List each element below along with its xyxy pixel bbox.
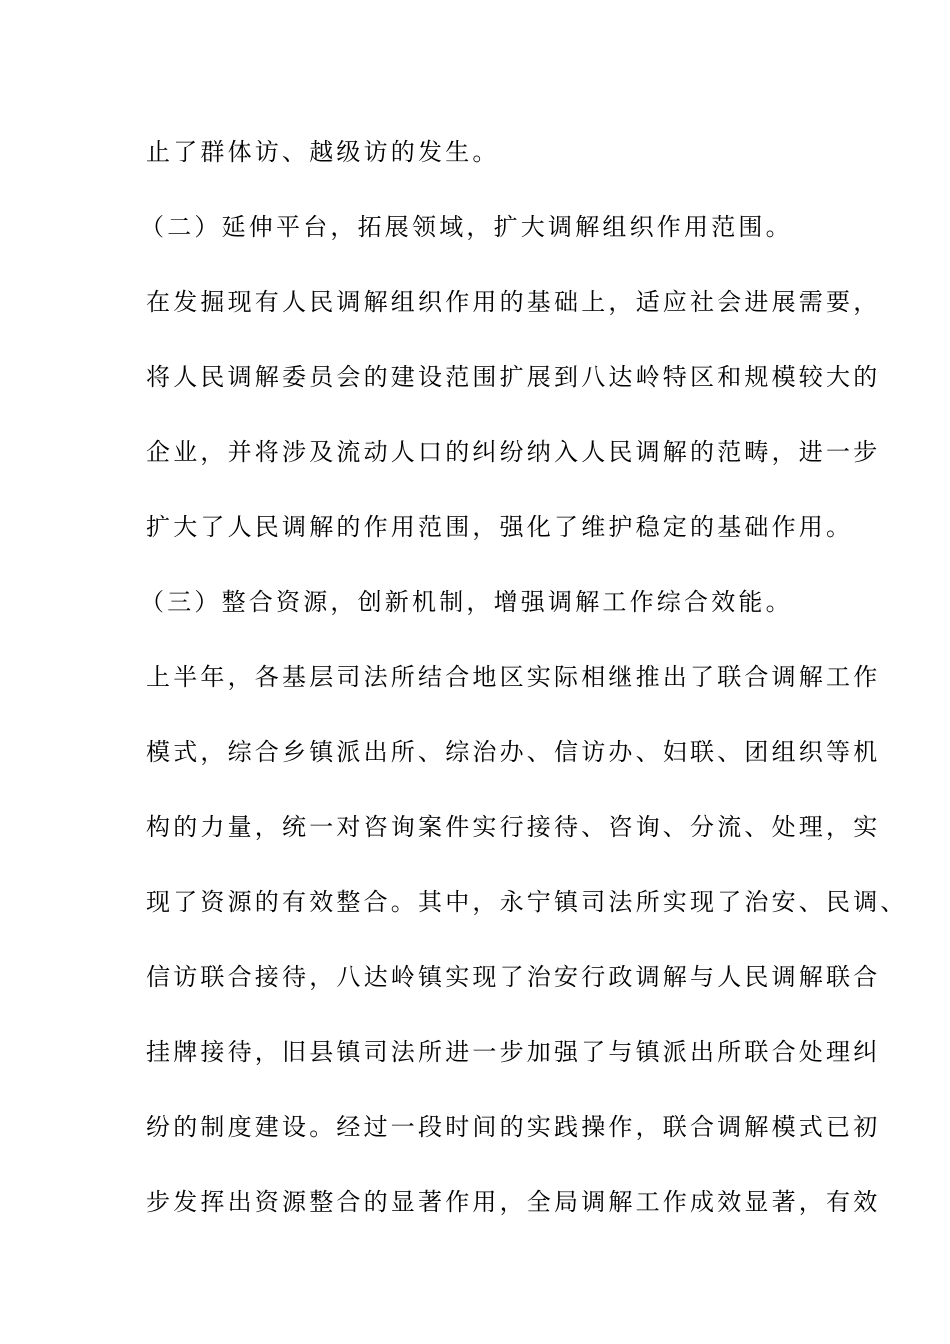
text-line-13: 挂牌接待，旧县镇司法所进一步加强了与镇派出所联合处理纠 — [146, 1038, 881, 1066]
text-line-3: 在发掘现有人民调解组织作用的基础上，适应社会进展需要， — [146, 288, 881, 316]
text-line-14: 纷的制度建设。经过一段时间的实践操作，联合调解模式已初 — [146, 1113, 881, 1141]
text-line-4: 将人民调解委员会的建设范围扩展到八达岭特区和规模较大的 — [146, 363, 881, 391]
text-line-5: 企业，并将涉及流动人口的纠纷纳入人民调解的范畴，进一步 — [146, 438, 881, 466]
text-line-9: 模式，综合乡镇派出所、综治办、信访办、妇联、团组织等机 — [146, 738, 881, 766]
section-heading-2: （二）延伸平台，拓展领域，扩大调解组织作用范围。 — [140, 213, 793, 241]
text-line-6: 扩大了人民调解的作用范围，强化了维护稳定的基础作用。 — [146, 513, 854, 541]
text-line-15: 步发挥出资源整合的显著作用，全局调解工作成效显著，有效 — [146, 1188, 881, 1216]
text-line-8: 上半年，各基层司法所结合地区实际相继推出了联合调解工作 — [146, 663, 881, 691]
text-line-12: 信访联合接待，八达岭镇实现了治安行政调解与人民调解联合 — [146, 963, 881, 991]
section-heading-3: （三）整合资源，创新机制，增强调解工作综合效能。 — [140, 588, 793, 616]
text-line-10: 构的力量，统一对咨询案件实行接待、咨询、分流、处理，实 — [146, 813, 881, 841]
text-line-11: 现了资源的有效整合。其中，永宁镇司法所实现了治安、民调、 — [146, 888, 908, 916]
text-line-1: 止了群体访、越级访的发生。 — [146, 138, 500, 166]
